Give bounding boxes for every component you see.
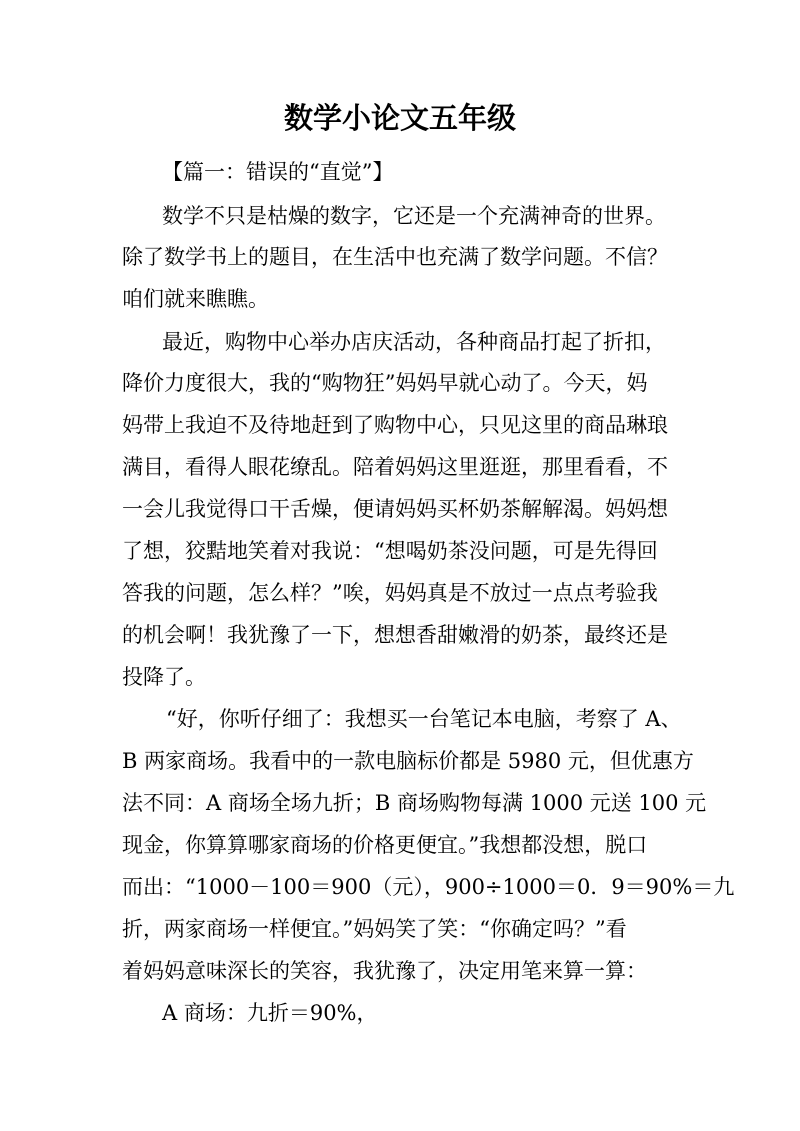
paragraph-line: “好，你听仔细了：我想买一台笔记本电脑，考察了 A、 bbox=[166, 707, 682, 731]
paragraph-line: 降价力度很大，我的“购物狂”妈妈早就心动了。今天，妈 bbox=[122, 371, 648, 395]
paragraph-line: 妈带上我迫不及待地赶到了购物中心，只见这里的商品琳琅 bbox=[122, 413, 668, 437]
paragraph-line: 的机会啊！我犹豫了一下，想想香甜嫩滑的奶茶，最终还是 bbox=[122, 623, 668, 647]
section-heading: 【篇一：错误的“直觉”】 bbox=[162, 160, 394, 184]
paragraph-line: 法不同：A 商场全场九折；B 商场购物每满 1000 元送 100 元 bbox=[122, 791, 707, 815]
paragraph-line: 最近，购物中心举办店庆活动，各种商品打起了折扣， bbox=[162, 330, 666, 354]
paragraph-line: 了想，狡黠地笑着对我说：“想喝奶茶没问题，可是先得回 bbox=[122, 539, 658, 563]
paragraph-line: B 两家商场。我看中的一款电脑标价都是 5980 元，但优惠方 bbox=[122, 749, 694, 773]
paragraph-line: 咱们就来瞧瞧。 bbox=[122, 287, 269, 311]
paragraph-line: 数学不只是枯燥的数字，它还是一个充满神奇的世界。 bbox=[162, 204, 666, 228]
paragraph-line: 一会儿我觉得口干舌燥，便请妈妈买杯奶茶解解渴。妈妈想 bbox=[122, 497, 668, 521]
document-title: 数学小论文五年级 bbox=[283, 101, 516, 135]
paragraph-line: 现金，你算算哪家商场的价格更便宜。”我想都没想，脱口 bbox=[122, 833, 648, 857]
paragraph-line: 着妈妈意味深长的笑容，我犹豫了，决定用笔来算一算： bbox=[122, 959, 647, 983]
paragraph-line: 而出：“1000－100＝900（元），900÷1000＝0．9＝90%＝九 bbox=[122, 875, 735, 899]
paragraph-line: A 商场：九折＝90%， bbox=[162, 1001, 378, 1025]
paragraph-line: 除了数学书上的题目，在生活中也充满了数学问题。不信？ bbox=[122, 245, 668, 269]
paragraph-line: 满目，看得人眼花缭乱。陪着妈妈这里逛逛，那里看看，不 bbox=[122, 455, 668, 479]
paragraph-line: 投降了。 bbox=[122, 665, 206, 689]
paragraph-line: 折，两家商场一样便宜。”妈妈笑了笑：“你确定吗？”看 bbox=[122, 917, 627, 941]
paragraph-line: 答我的问题，怎么样？”唉，妈妈真是不放过一点点考验我 bbox=[122, 581, 658, 605]
